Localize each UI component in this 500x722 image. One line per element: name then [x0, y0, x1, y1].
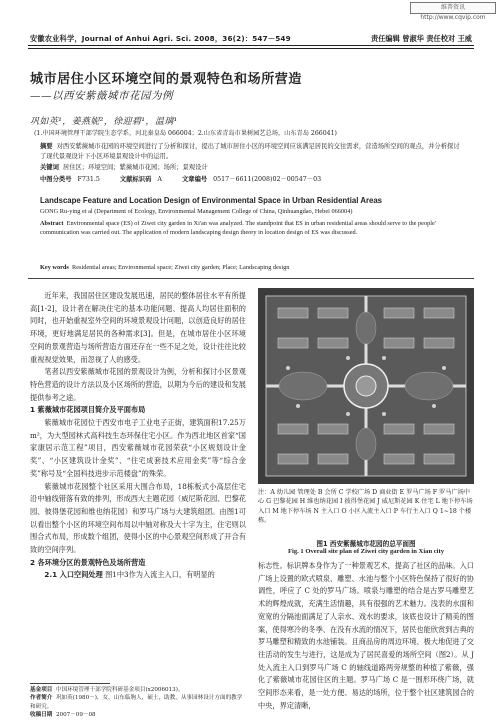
- art-label: 文章编号: [181, 176, 208, 183]
- paragraph: 紫薇城市花园整个社区采用大围合布局，18栋板式小高层住宅沿中轴线错落有致的排列，形成西大主题花园（威尼斯花园、巴黎花园、彼得堡花园和维也纳花园）和罗马广场与大建筑组团。由图1可以看出整个小区的环境空间布局以中轴对称及大十字为主，住宅则以围合式布局，形成数个组团，使得小区的中心景观空间形成了开合有致的空间序列。: [30, 481, 246, 555]
- abstract-cn: [40, 142, 460, 162]
- site-plan-image: [258, 288, 474, 484]
- body-left-column: [30, 290, 246, 582]
- english-abstract: [40, 219, 460, 237]
- abstract-label: 摘要: [40, 143, 53, 150]
- english-keywords-text: Residential areas; Environmental space; Ziwei city garden; Place; Landscaping design: [72, 264, 290, 271]
- doc-label: 文献标识码: [119, 176, 152, 183]
- header-rule-thick: [28, 45, 474, 46]
- clc-value: F731.5: [77, 176, 100, 183]
- figure-note-cn: 注：A 幼儿园 管理处 B 会所 C 学校广场 D 商业街 E 罗马广场 F 罗马广场中心 G 巴黎花园 H 维也纳花园 I 彼得堡花园 J 威尼斯花园 K 住宅 L 地下停车场入口 M 地下停车场 N 主入口 O 小区入流主入口 P 车行主入口 Q 1~18 个楼栋。: [258, 489, 473, 525]
- english-title: Landscape Feature and Location Design of Environmental Space in Urban Residential Areas: [40, 196, 382, 205]
- keywords-text: 居住区；环境空间；紫薇城市花园；场所；景观设计: [62, 164, 208, 171]
- header-rule-thin: [28, 48, 474, 49]
- editor-header: 责任编辑 曾淑华 责任校对 王威: [371, 34, 472, 43]
- english-abstract-text: Environmental space (ES) of Ziwei city garden in Xi'an was analyzed. The standpoint that ES in urban residential areas should serve to the people' communication was carried out. The application of modern landscaping design theory in location design of ES was discussed.: [40, 220, 436, 236]
- author-list: 巩如英¹，姜燕妮²，徐迎碧¹，温璃¹: [30, 117, 178, 127]
- english-keywords: [40, 264, 289, 271]
- fund-label: 基金项目: [30, 687, 53, 693]
- received-line: [30, 711, 246, 719]
- section-heading: 1 紫薇城市花园项目简介及平面布局: [30, 405, 146, 415]
- journal-header: 安徽农业科学，Journal of Anhui Agri. Sci. 2008，36(2)：547－549: [30, 34, 291, 43]
- watermark: 维普资讯 http://www.cqvip.com: [410, 2, 496, 14]
- fund-text: 中国环境管理干部学院科研基金项目(x2006013)。: [55, 687, 184, 693]
- author-bio-text: 巩如英(1980－)，女，山东临朐人，硕士，助教，从事园林设计方面的教学和研究。: [30, 695, 243, 710]
- doc-value: A: [157, 176, 162, 183]
- figure-caption-en: Fig. 1 Overall site plan of Ziwei city garden in Xian city: [287, 548, 445, 555]
- fund-line: [30, 686, 246, 694]
- author-bio-line: [30, 694, 246, 711]
- body-right-column: [258, 560, 474, 712]
- art-value: 0517－6611(2008)02－00547－03: [213, 176, 322, 183]
- figure-note: [258, 488, 474, 528]
- figure-caption: 图1 西安紫薇城市花园的总平面图: [316, 540, 416, 548]
- paragraph: 标志性。标识牌本身作为了一种景观艺术，提高了社区的品味。入口广场上设置的欧式喷泉、雕塑、水池与整个小区特色保持了很好的协调性，呼应了 C 处的罗马广场。喷泉与雕塑的结合是古罗马雕塑艺术的辉煌成就，充满生活情趣，具有很强的艺术魅力。浅表的水面和宽宽的分隔池面满足了人亲水、戏水的要求，该底也设计了精美的图案，使得寒冷的冬季、在没有水流的情况下，居民也能欣赏到古典的罗马雕塑和精致的水池铺装。且商品房的周边环境、极大地促进了交往活动的发生与进行，这是成为了居民喜爱的场所空间（图2）。从 J 处入流主入口到罗马广场 C 的轴线道路两旁规整的种植了紫薇，强化了紫薇城市花园住区的主题。罗马广场 C 是一围形环绕广场，就空间形态来看，是一处方便、易达的场所，位于整个社区建筑园合的中央，界定清晰，: [258, 561, 474, 710]
- paragraph-text: 图1中3作为入流主入口，有明显的: [105, 570, 215, 580]
- abstract-text: 对西安紫薇城市花园的环境空间进行了分析和探讨，提出了城市居住小区的环境空间应该满足居民的交往需求，营造场所空间的观点，并分析探讨了现代景观设计下小区环境景观设计中的运用。: [40, 143, 460, 160]
- paper-title: 城市居住小区环境空间的景观特色和场所营造: [30, 72, 303, 87]
- received-date: 2007－09－08: [55, 712, 96, 719]
- section-heading: 2 各环境分区的景观特色及场所营造: [30, 557, 146, 567]
- paragraph: 近年来，我国居住区建设发展迅速，居民的整体居住水平有所提高[1-2]，设计者在解决住宅的基本功能问题、提高人均居住面积的同时，也开始重视室外空间的环境景观设计问题，以创造良好的居住环境，更好地满足居民的各种需求[3]。但是，在城市居住小区环境空间的景观营造与场所营造方面还存在一些不足之处，设计往往比较重视视觉效果，而忽视了人的感受。: [30, 291, 246, 364]
- paragraph: 紫薇城市花园位于西安市电子工业电子正街，建筑面积17.25万m²，为大型园林式高科技生态环保住宅小区。作为西北地区首家“国家康居示范工程”项目，西安紫薇城市花园荣获“小区规划设计金奖”、“小区建筑设计金奖”、“住宅成套技术应用金奖”等“综合金奖”称号及“全国科技进步示范楼盘”的殊荣。: [30, 418, 246, 478]
- footnote: [30, 686, 246, 720]
- paragraph: [30, 569, 246, 582]
- english-keywords-label: Key words: [40, 264, 69, 271]
- classification-meta: [40, 174, 321, 183]
- paragraph: 笔者以西安紫薇城市花园的景观设计为例，分析和探讨小区景观特色营造的设计方法以及小区场所的营造，以期为今后的建设和发展提供参考之途。: [30, 367, 246, 402]
- english-abstract-label: Abstract: [40, 220, 64, 227]
- abstract-divider: [28, 278, 474, 279]
- keywords-cn: [40, 163, 460, 173]
- author-bio-label: 作者简介: [30, 695, 53, 702]
- keywords-label: 关键词: [40, 164, 59, 171]
- site-plan-figure: [258, 288, 474, 484]
- received-label: 收稿日期: [30, 712, 53, 719]
- clc-label: 中图分类号: [40, 176, 72, 183]
- affiliation: (1.中国环境管理干部学院生态学系，河北秦皇岛 066004；2.山东省青岛市果树园艺总场，山东青岛 266041): [34, 130, 337, 137]
- footnote-rule: [30, 683, 110, 684]
- subsection-heading: 2.1 入口空间处理: [44, 570, 103, 580]
- english-authors: GONG Ru-ying et al (Department of Ecology, Environmental Management College of China, Qinhuangdao, Hebei 066004): [40, 208, 353, 215]
- paper-subtitle: ——以西安紫薇城市花园为例: [30, 90, 173, 102]
